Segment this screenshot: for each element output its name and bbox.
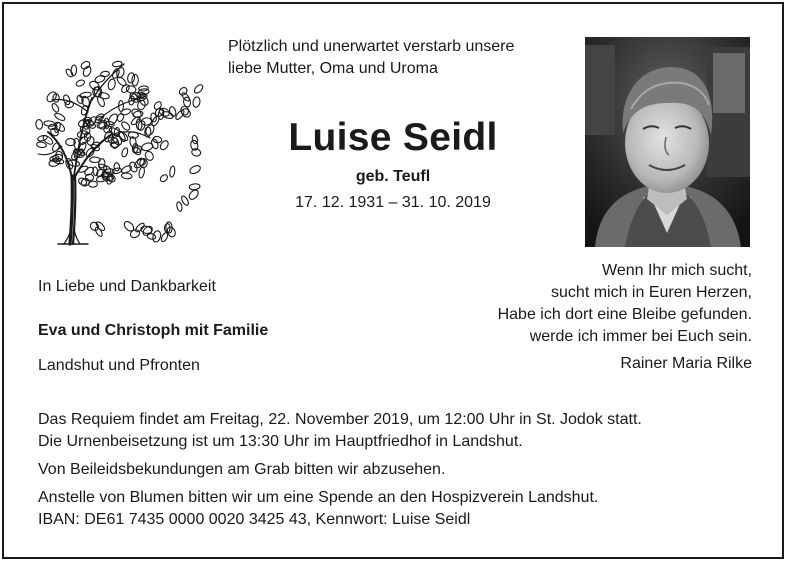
leaf-mark bbox=[160, 232, 169, 243]
leaf-mark bbox=[187, 188, 199, 201]
life-dates: 17. 12. 1931 – 31. 10. 2019 bbox=[295, 194, 491, 211]
donation-line: Anstelle von Blumen bitten wir um eine Spende an den Hospizverein Landshut. bbox=[38, 489, 599, 506]
leaf-mark bbox=[132, 74, 139, 86]
leaf-mark bbox=[138, 167, 145, 179]
mourner-intro: In Liebe und Dankbarkeit bbox=[38, 278, 216, 295]
leaf-mark bbox=[94, 226, 103, 237]
portrait-photo bbox=[585, 37, 750, 247]
donation-info bbox=[38, 487, 598, 531]
leaf-mark bbox=[189, 164, 202, 175]
leaf-mark bbox=[36, 141, 46, 148]
leaf-mark bbox=[127, 72, 135, 83]
requiem-line: Das Requiem findet am Freitag, 22. November 2019, um 12:00 Uhr in St. Jodok statt. bbox=[38, 411, 642, 428]
leaf-mark bbox=[141, 142, 154, 152]
leaf-mark bbox=[193, 83, 204, 94]
leaf-mark bbox=[134, 222, 145, 233]
leaf-mark bbox=[35, 119, 43, 129]
leaf-mark bbox=[121, 147, 129, 157]
tree-illustration bbox=[28, 38, 206, 248]
leaf-mark bbox=[152, 230, 162, 243]
leaf-mark bbox=[54, 112, 66, 122]
deceased-name: Luise Seidl bbox=[288, 116, 498, 159]
leaf-mark bbox=[114, 162, 121, 171]
intro-text bbox=[228, 36, 514, 80]
requiem-info bbox=[38, 409, 642, 453]
leaf-mark bbox=[79, 91, 91, 98]
poem-line: Wenn Ihr mich sucht, bbox=[602, 262, 752, 279]
leaf-mark bbox=[130, 115, 141, 126]
leaf-mark bbox=[45, 90, 58, 103]
poem bbox=[420, 260, 752, 348]
condolence-note: Von Beileidsbekundungen am Grab bitten wir abzusehen. bbox=[38, 461, 446, 478]
poem-line: werde ich immer bei Euch sein. bbox=[529, 328, 752, 345]
mourner-names: Eva und Christoph mit Familie bbox=[38, 322, 269, 339]
leaf-mark bbox=[176, 201, 183, 211]
leaf-mark bbox=[121, 172, 132, 179]
leaf-mark bbox=[159, 139, 170, 151]
poem-line: Habe ich dort eine Bleibe gefunden. bbox=[497, 306, 752, 323]
leaf-mark bbox=[169, 166, 175, 178]
leaf-mark bbox=[98, 158, 105, 168]
poem-line: sucht mich in Euren Herzen, bbox=[551, 284, 752, 301]
leaf-mark bbox=[107, 78, 116, 90]
leaf-mark bbox=[104, 126, 113, 134]
burial-line: Die Urnenbeisetzung ist um 13:30 Uhr im Hauptfriedhof in Landshut. bbox=[38, 433, 523, 450]
leaf-mark bbox=[62, 94, 70, 105]
leaf-mark bbox=[120, 120, 131, 131]
intro-line-1: Plötzlich und unerwartet verstarb unsere bbox=[228, 38, 515, 55]
leaf-mark bbox=[75, 79, 85, 87]
leaf-mark bbox=[153, 136, 163, 143]
leaf-mark bbox=[189, 183, 200, 190]
leaf-mark bbox=[65, 68, 74, 78]
leaf-mark bbox=[70, 148, 82, 161]
poem-author: Rainer Maria Rilke bbox=[620, 355, 752, 372]
intro-line-2: liebe Mutter, Oma und Uroma bbox=[228, 60, 438, 77]
leaf-mark bbox=[71, 65, 77, 76]
mourner-place: Landshut und Pfronten bbox=[38, 357, 200, 374]
leaf-mark bbox=[51, 102, 60, 113]
leaf-mark bbox=[82, 65, 92, 77]
iban-line: IBAN: DE61 7435 0000 0020 3425 43, Kennwort: Luise Seidl bbox=[38, 511, 471, 528]
leaf-mark bbox=[100, 71, 110, 78]
leaf-mark bbox=[159, 173, 169, 183]
leaf-mark bbox=[80, 60, 91, 70]
leaf-mark bbox=[89, 181, 98, 188]
maiden-name: geb. Teufl bbox=[355, 168, 431, 185]
leaf-mark bbox=[89, 221, 100, 232]
leaf-mark bbox=[90, 157, 101, 163]
leaf-mark bbox=[192, 96, 201, 108]
